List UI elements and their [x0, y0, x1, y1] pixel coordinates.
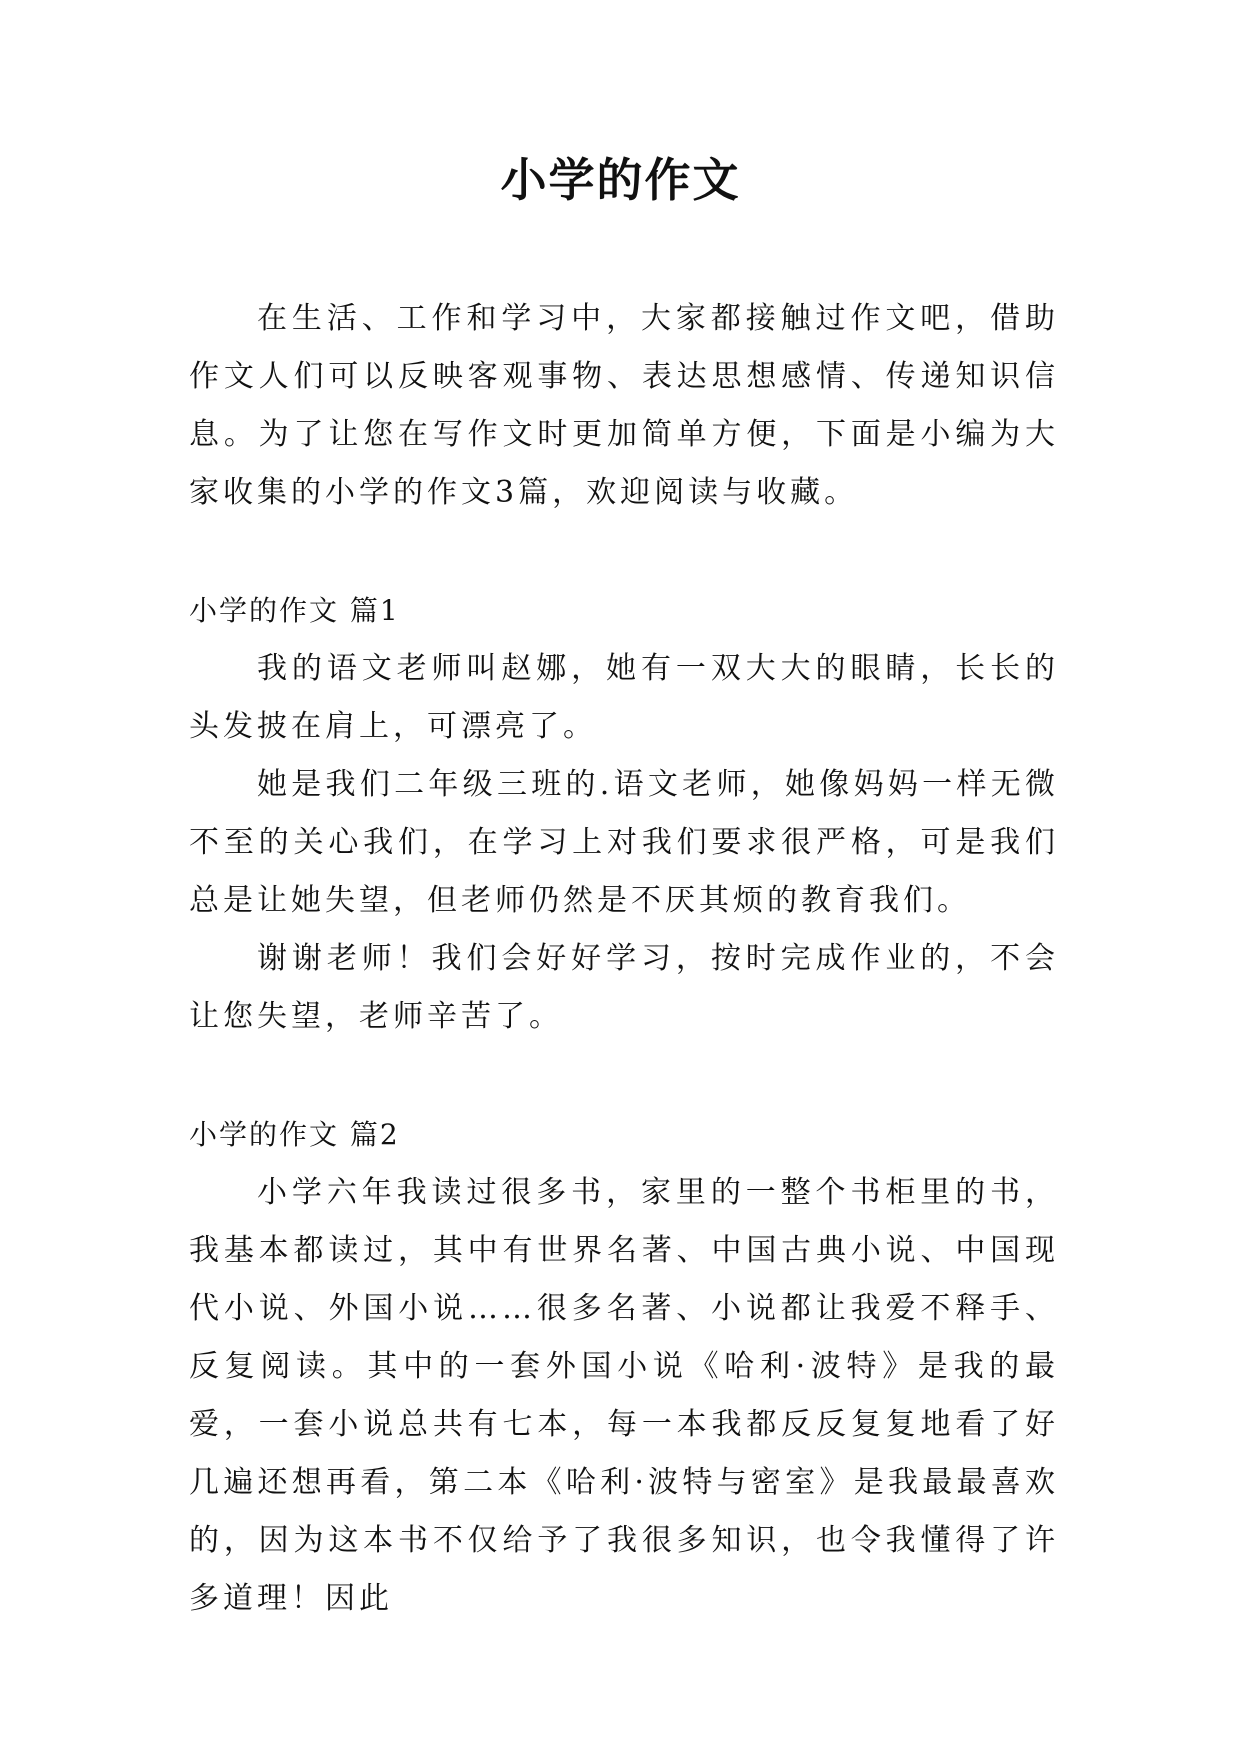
essay-2-paragraph-1: 小学六年我读过很多书，家里的一整个书柜里的书，我基本都读过，其中有世界名著、中国古典小说、中国现代小说、外国小说……很多名著、小说都让我爱不释手、反复阅读。其中的一套外国小说《哈利·波特》是我的最爱，一套小说总共有七本，每一本我都反反复复地看了好几遍还想再看，第二本《哈利·波特与密室》是我最最喜欢的，因为这本书不仅给予了我很多知识，也令我懂得了许多道理！因此 — [189, 1175, 1059, 1616]
essay-1 — [189, 582, 1059, 1046]
essay-2-heading: 小学的作文 篇2 — [189, 1118, 400, 1151]
essay-1-heading: 小学的作文 篇1 — [189, 594, 400, 627]
essay-1-paragraph-2: 她是我们二年级三班的.语文老师，她像妈妈一样无微不至的关心我们，在学习上对我们要求很严格，可是我们总是让她失望，但老师仍然是不厌其烦的教育我们。 — [189, 767, 1059, 918]
essay-2 — [189, 1106, 1059, 1628]
essay-1-paragraph-3: 谢谢老师！我们会好好学习，按时完成作业的，不会让您失望，老师辛苦了。 — [189, 941, 1059, 1034]
essay-1-paragraph-1: 我的语文老师叫赵娜，她有一双大大的眼睛，长长的头发披在肩上，可漂亮了。 — [189, 651, 1059, 744]
document-title: 小学的作文 — [500, 153, 741, 207]
intro-paragraph: 在生活、工作和学习中，大家都接触过作文吧，借助作文人们可以反映客观事物、表达思想感情、传递知识信息。为了让您在写作文时更加简单方便，下面是小编为大家收集的小学的作文3篇，欢迎阅读与收藏。 — [189, 301, 1059, 510]
document-body — [189, 290, 1059, 1628]
